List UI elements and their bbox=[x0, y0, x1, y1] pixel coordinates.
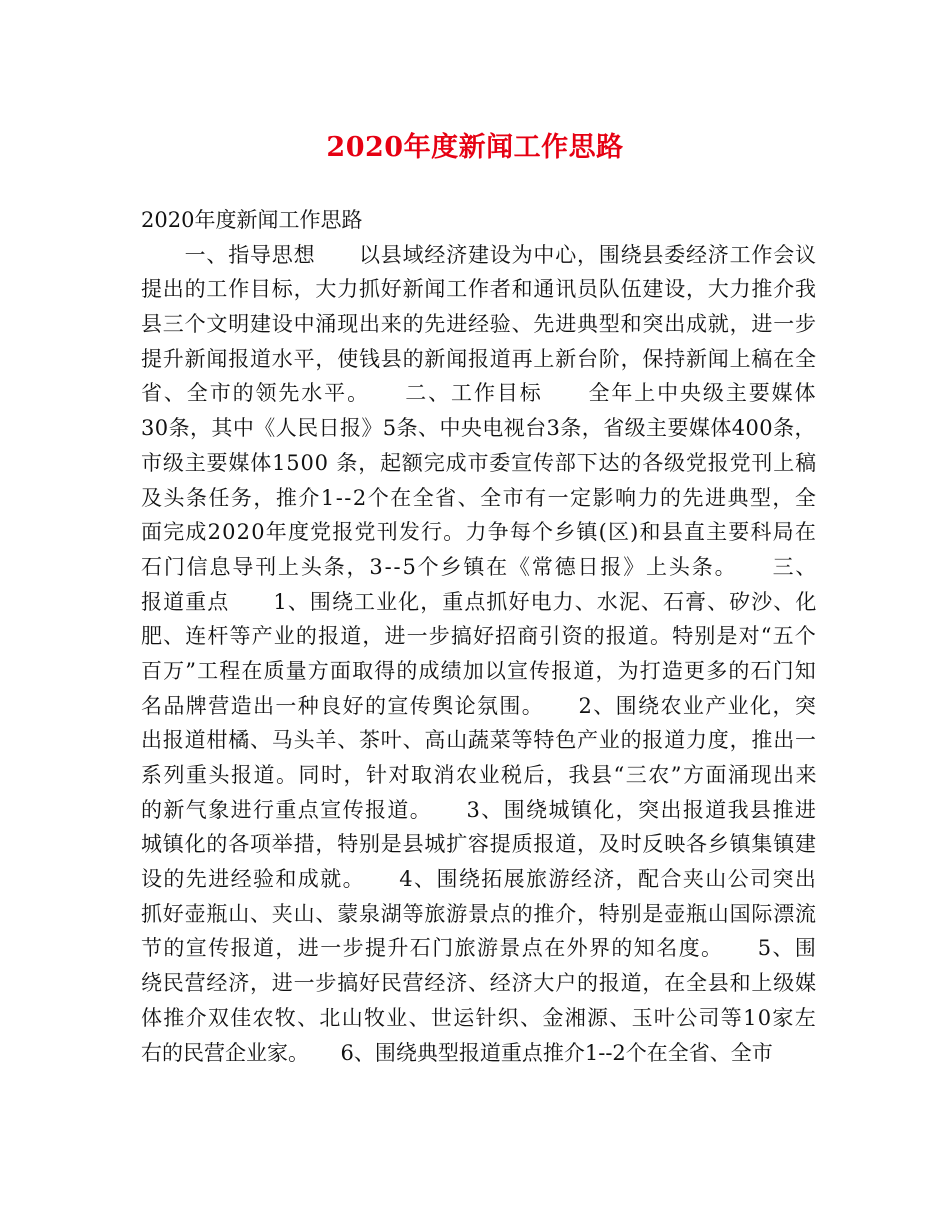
body-line: 设的先进经验和成就。 4、围绕拓展旅游经济，配合夹山公司突出 bbox=[141, 867, 818, 892]
document-body bbox=[141, 203, 819, 1070]
body-line: 百万”工程在质量方面取得的成绩加以宣传报道，为打造更多的石门知 bbox=[141, 658, 817, 683]
body-line: 省、全市的领先水平。 二、工作目标 全年上中央级主要媒体 bbox=[141, 381, 818, 406]
body-line: 面完成2020年度党报党刊发行。力争每个乡镇(区)和县直主要科局在 bbox=[141, 520, 818, 545]
body-line: 一、指导思想 以县域经济建设为中心，围绕县委经济工作会议 bbox=[141, 242, 817, 267]
body-line: 报道重点 1、围绕工业化，重点抓好电力、水泥、石膏、矽沙、化 bbox=[141, 589, 818, 614]
document-title: 2020年度新闻工作思路 bbox=[326, 132, 624, 163]
body-line: 30条，其中《人民日报》5条、中央电视台3条，省级主要媒体400条， bbox=[141, 416, 816, 441]
body-line: 县三个文明建设中涌现出来的先进经验、先进典型和突出成就，进一步 bbox=[141, 312, 817, 337]
body-line: 出报道柑橘、马头羊、茶叶、高山蔬菜等特色产业的报道力度，推出一 bbox=[141, 728, 817, 753]
body-line: 体推介双佳农牧、北山牧业、世运针织、金湘源、玉叶公司等10家左 bbox=[141, 1005, 818, 1030]
body-line: 市级主要媒体1500 条，起额完成市委宣传部下达的各级党报党刊上稿 bbox=[141, 450, 817, 475]
body-line: 节的宣传报道，进一步提升石门旅游景点在外界的知名度。 5、围 bbox=[141, 936, 818, 961]
body-line: 2020年度新闻工作思路 bbox=[141, 208, 363, 232]
body-line: 城镇化的各项举措，特别是县城扩容提质报道，及时反映各乡镇集镇建 bbox=[141, 832, 817, 857]
body-line: 提升新闻报道水平，使钱县的新闻报道再上新台阶，保持新闻上稿在全 bbox=[141, 346, 817, 371]
body-line: 右的民营企业家。 6、围绕典型报道重点推介1--2个在全省、全市 bbox=[141, 1040, 773, 1065]
body-line: 及头条任务，推介1--2个在全省、全市有一定影响力的先进典型，全 bbox=[141, 485, 818, 510]
body-line: 系列重头报道。同时，针对取消农业税后，我县“三农”方面涌现出来 bbox=[141, 763, 818, 787]
body-line: 提出的工作目标，大力抓好新闻工作者和通讯员队伍建设，大力推介我 bbox=[141, 277, 817, 302]
body-line: 抓好壶瓶山、夹山、蒙泉湖等旅游景点的推介，特别是壶瓶山国际漂流 bbox=[141, 901, 817, 926]
body-line: 的新气象进行重点宣传报道。 3、围绕城镇化，突出报道我县推进 bbox=[141, 797, 818, 822]
body-line: 肥、连杆等产业的报道，进一步搞好招商引资的报道。特别是对“五个 bbox=[141, 624, 817, 649]
body-line: 名品牌营造出一种良好的宣传舆论氛围。 2、围绕农业产业化，突 bbox=[141, 693, 818, 718]
body-line: 石门信息导刊上头条，3--5个乡镇在《常德日报》上头条。 三、 bbox=[141, 554, 819, 579]
body-line: 绕民营经济，进一步搞好民营经济、经济大户的报道，在全县和上级媒 bbox=[141, 971, 817, 996]
